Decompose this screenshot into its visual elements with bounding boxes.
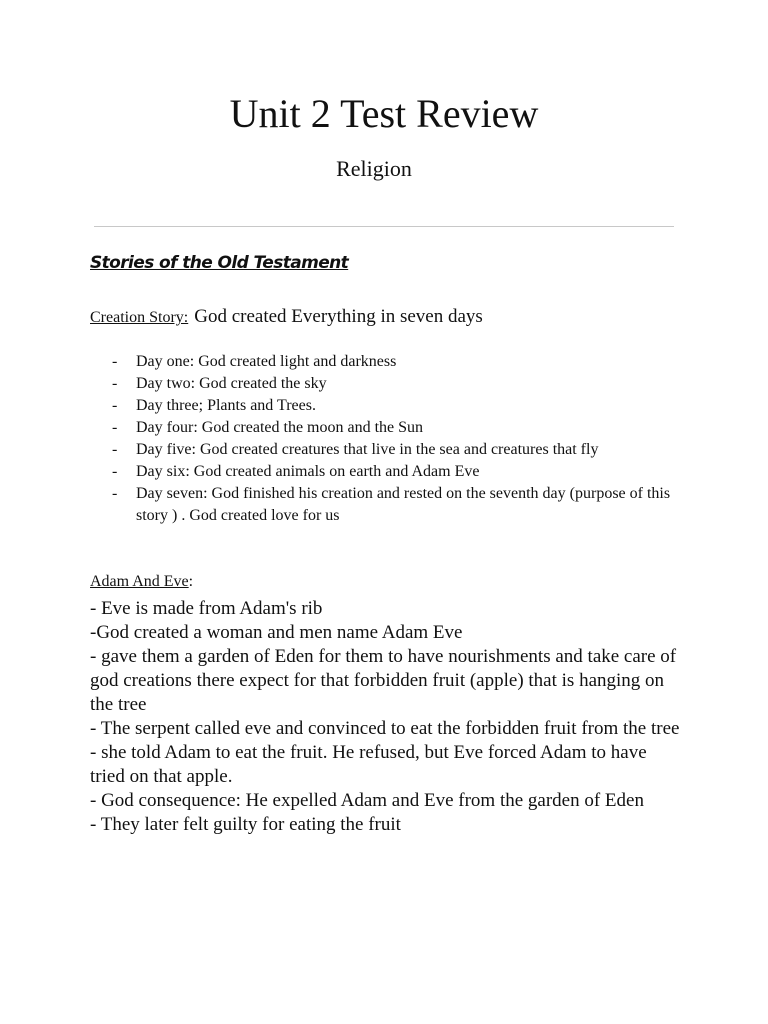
creation-day-text: Day five: God created creatures that live in the sea and creatures that fly xyxy=(136,441,599,458)
adam-eve-colon: : xyxy=(188,573,194,590)
adam-eve-notes xyxy=(90,597,682,837)
creation-day-item xyxy=(112,461,682,483)
page-title: Unit 2 Test Review xyxy=(229,91,539,136)
creation-day-text: Day six: God created animals on earth and Adam Eve xyxy=(136,463,480,480)
creation-day-item xyxy=(112,351,682,373)
creation-day-text: Day three; Plants and Trees. xyxy=(136,397,316,414)
list-bullet: - xyxy=(112,485,118,502)
creation-day-text: Day one: God created light and darkness xyxy=(136,353,397,370)
horizontal-divider xyxy=(94,226,674,227)
list-bullet: - xyxy=(112,353,118,370)
adam-eve-point: - gave them a garden of Eden for them to have nourishments and take care of god creations there expect for that forbidden fruit (apple) that is hanging on the tree xyxy=(90,646,677,715)
adam-eve-label-line xyxy=(90,573,193,591)
list-bullet: - xyxy=(112,397,118,414)
creation-day-item xyxy=(112,373,682,395)
creation-day-item xyxy=(112,439,682,461)
creation-day-item xyxy=(112,417,682,439)
adam-eve-point: - God consequence: He expelled Adam and Eve from the garden of Eden xyxy=(90,790,644,811)
creation-day-text: Day two: God created the sky xyxy=(136,375,327,392)
creation-day-text: Day seven: God finished his creation and rested on the seventh day (purpose of this story ) . God created love for us xyxy=(136,485,671,524)
adam-eve-point: -God created a woman and men name Adam Eve xyxy=(90,622,463,643)
section-heading: Stories of the Old Testament xyxy=(90,253,349,273)
creation-day-text: Day four: God created the moon and the Sun xyxy=(136,419,424,436)
creation-day-item xyxy=(112,483,682,527)
list-bullet: - xyxy=(112,441,118,458)
creation-day-item xyxy=(112,395,682,417)
list-bullet: - xyxy=(112,419,118,436)
list-bullet: - xyxy=(112,375,118,392)
adam-eve-point: - The serpent called eve and convinced to eat the forbidden fruit from the tree xyxy=(90,718,680,739)
page-subtitle: Religion xyxy=(336,156,412,181)
adam-eve-point: - Eve is made from Adam's rib xyxy=(90,598,323,619)
adam-eve-label: Adam And Eve xyxy=(90,573,189,590)
list-bullet: - xyxy=(112,463,118,480)
adam-eve-point: - she told Adam to eat the fruit. He refused, but Eve forced Adam to have tried on that apple. xyxy=(90,742,647,787)
creation-story-line xyxy=(90,306,483,328)
creation-days-list xyxy=(112,351,682,527)
adam-eve-point: - They later felt guilty for eating the fruit xyxy=(90,814,401,835)
creation-story-summary: God created Everything in seven days xyxy=(194,306,483,327)
creation-story-label: Creation Story: xyxy=(90,309,189,326)
